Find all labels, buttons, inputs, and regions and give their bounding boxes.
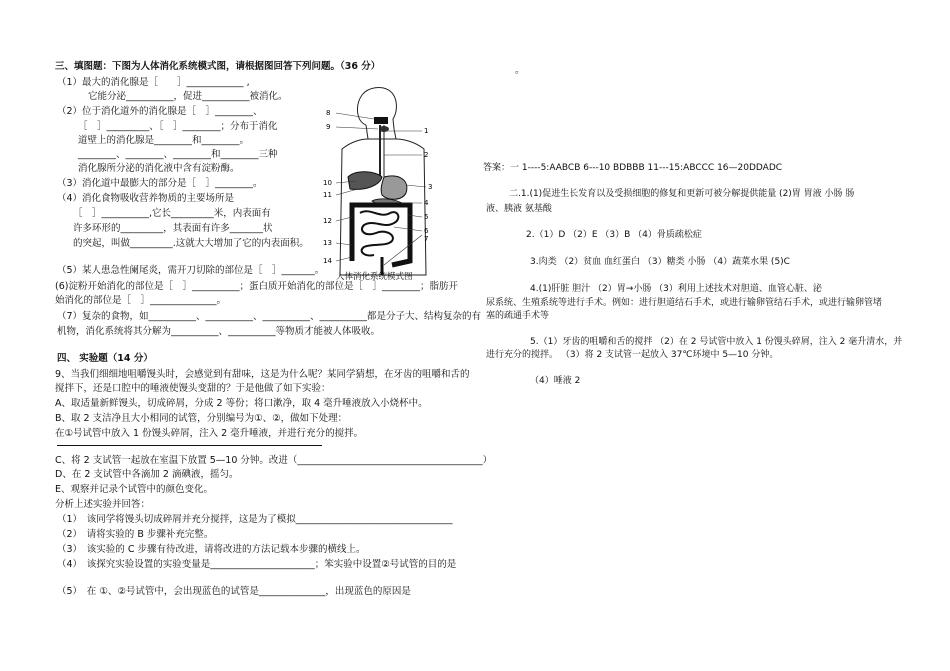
exp-step-c: C、将 2 支试管一起放在室温下放置 5—10 分钟。改进（_______________________________________） xyxy=(55,455,493,466)
answer-2-5-line2: 进行充分的搅拌。 （3）将 2 支试管一起放入 37℃环境中 5—10 分钟。 xyxy=(486,350,779,360)
diagram-label-6: 6 xyxy=(424,227,429,235)
diagram-label-14: 14 xyxy=(323,257,332,265)
diagram-label-4: 4 xyxy=(424,199,429,207)
exp-intro-line1: 9、当我们细细地咀嚼馒头时，会感觉到有甜味，这是为什么呢？某同学猜想，在牙齿的咀嚼和舌的 xyxy=(55,369,470,380)
diagram-label-3: 3 xyxy=(428,183,433,191)
q3-line: （3）消化道中最膨大的部分是［ ］________。 xyxy=(57,178,263,189)
q6-line1: (6)淀粉开始消化的部位是［ ］__________；蛋白质开始消化的部位是［ ］________；脂肪开 xyxy=(55,281,458,292)
q4-line1: （4）消化食物吸收营养物质的主要场所是 xyxy=(57,193,235,204)
q2-line3: 道壁上的消化腺是________和________。 xyxy=(78,135,250,146)
diagram-label-2: 2 xyxy=(424,151,429,159)
exp-q1: （1） 该同学将馒头切成碎屑并充分搅拌，这是为了模拟_________________________________ xyxy=(57,514,453,525)
diagram-label-11: 11 xyxy=(323,191,332,199)
exp-analysis-intro: 分析上述实验并回答： xyxy=(55,499,151,510)
q6-line2: 始消化的部位是［ ］______________。 xyxy=(55,295,227,306)
q1-line1: （1）最大的消化腺是［ ］____________ , xyxy=(57,77,250,88)
diagram-label-5: 5 xyxy=(424,213,429,221)
answer-part1: 答案：一 1----5:AABCB 6---10 BDBBB 11---15:ABCCC 16—20DDADC xyxy=(483,163,783,173)
q7-line1: （7）复杂的食物，如__________、__________、__________、__________都是分子大、结构复杂的有 xyxy=(57,311,482,322)
answer-2-4-line1: 4.(1)肝脏 胆汁 （2）胃→小肠 （3）利用上述技术对胆道、血管心脏、泌 xyxy=(530,284,822,294)
diagram-label-7: 7 xyxy=(424,235,429,243)
answer-2-4-line3: 塞的疏通手术等 xyxy=(486,311,550,321)
exp-q3: （3） 该实验的 C 步骤有待改进，请将改进的方法记载本步骤的横线上。 xyxy=(57,544,366,555)
exp-step-a: A、取适量新鲜馒头，切成碎屑，分成 2 等份；将口漱净，取 4 毫升唾液放入小烧杯中。 xyxy=(55,398,428,409)
answer-2-2: 2.（1）D （2）E （3）B （4）骨质疏松症 xyxy=(526,230,702,240)
exp-intro-line2: 搅拌下，还是口腔中的唾液使馒头变甜的？于是他做了如下实验： xyxy=(55,383,331,394)
answer-2-5-line3: （4）唾液 2 xyxy=(530,376,581,386)
exp-q5: （5） 在 ①、②号试管中，会出现蓝色的试管是______________，出现蓝色的原因是 xyxy=(57,586,411,597)
q4-line4: 的突起，叫做_________.这就大大增加了它的内表面积。 xyxy=(73,238,309,249)
q4-line3: 许多环形的_________，其表面有许多_______状 xyxy=(73,223,273,234)
diagram-label-1: 1 xyxy=(424,127,429,135)
stray-period: 。 xyxy=(515,65,525,76)
answer-2-5-line1: 5.（1）牙齿的咀嚼和舌的搅拌 （2）在 2 号试管中放入 1 份馒头碎屑，注入 2 毫升清水，并 xyxy=(530,337,903,347)
diagram-label-10: 10 xyxy=(323,179,332,187)
answer-2-1-line2: 液、胰液 氨基酸 xyxy=(486,204,552,214)
q2-line4: ________、________、________和________三种 xyxy=(78,149,278,160)
digestive-system-diagram xyxy=(322,85,440,285)
answer-2-4-line2: 尿系统、生殖系统等进行手术。例如：进行胆道结石手术，或进行输卵管结石手术，或进行输卵管堵 xyxy=(486,298,883,308)
answer-2-1-line1: 二.1.(1)促进生长发育以及受损细胞的修复和更新可被分解提供能量 (2)胃 胃液 小肠 肠 xyxy=(509,189,855,199)
exp-step-b-detail: 在①号试管中放入 1 份馒头碎屑，注入 2 毫升唾液，并进行充分的搅拌。 xyxy=(55,428,364,439)
q2-line5: 消化腺所分泌的消化液中含有淀粉酶。 xyxy=(78,163,240,174)
diagram-caption: 人体消化系统模式图 xyxy=(336,272,413,282)
q4-line2: ［ ］__________,它长_________米，内表面有 xyxy=(73,208,271,219)
q2-line2: ［ ］_________、［ ］________；分布于消化 xyxy=(78,121,278,132)
exp-q4: （4） 该探究实验设置的实验变量是______________________；笨实验中设置②号试管的目的是 xyxy=(57,559,457,570)
diagram-label-9: 9 xyxy=(326,123,331,131)
section4-title: 四、 实验题（14 分） xyxy=(57,353,153,364)
section3-title: 三、填图题：下图为人体消化系统模式图，请根据图回答下列问题。（36 分） xyxy=(55,61,381,72)
q1-line2: 它能分泌__________，促进__________被消化。 xyxy=(88,91,288,102)
diagram-label-13: 13 xyxy=(323,239,332,247)
exp-step-d: D、在 2 支试管中各滴加 2 滴碘液，摇匀。 xyxy=(55,469,239,480)
diagram-label-12: 12 xyxy=(323,217,332,225)
q5-line: （5）某人患急性阑尾炎，需开刀切除的部位是［ ］_______。 xyxy=(57,265,325,276)
answer-2-3: 3.肉类 （2）贫血 血红蛋白 （3）糖类 小肠 （4）蔬菜水果 (5)C xyxy=(530,257,790,267)
answer-underline xyxy=(57,445,322,446)
exp-q2: （2） 请将实验的 B 步骤补充完整。 xyxy=(57,529,214,540)
q7-line2: 机物，消化系统将其分解为__________、__________等物质才能被人体吸收。 xyxy=(57,326,381,337)
diagram-label-8: 8 xyxy=(326,109,331,117)
exp-step-e: E、观察并记录个试管中的颜色变化。 xyxy=(55,484,214,495)
q2-line1: （2）位于消化道外的消化腺是［ ］________、 xyxy=(57,106,263,117)
exp-step-b: B、取 2 支洁净且大小相同的试管，分别编号为①、②，做如下处理： xyxy=(55,413,348,424)
